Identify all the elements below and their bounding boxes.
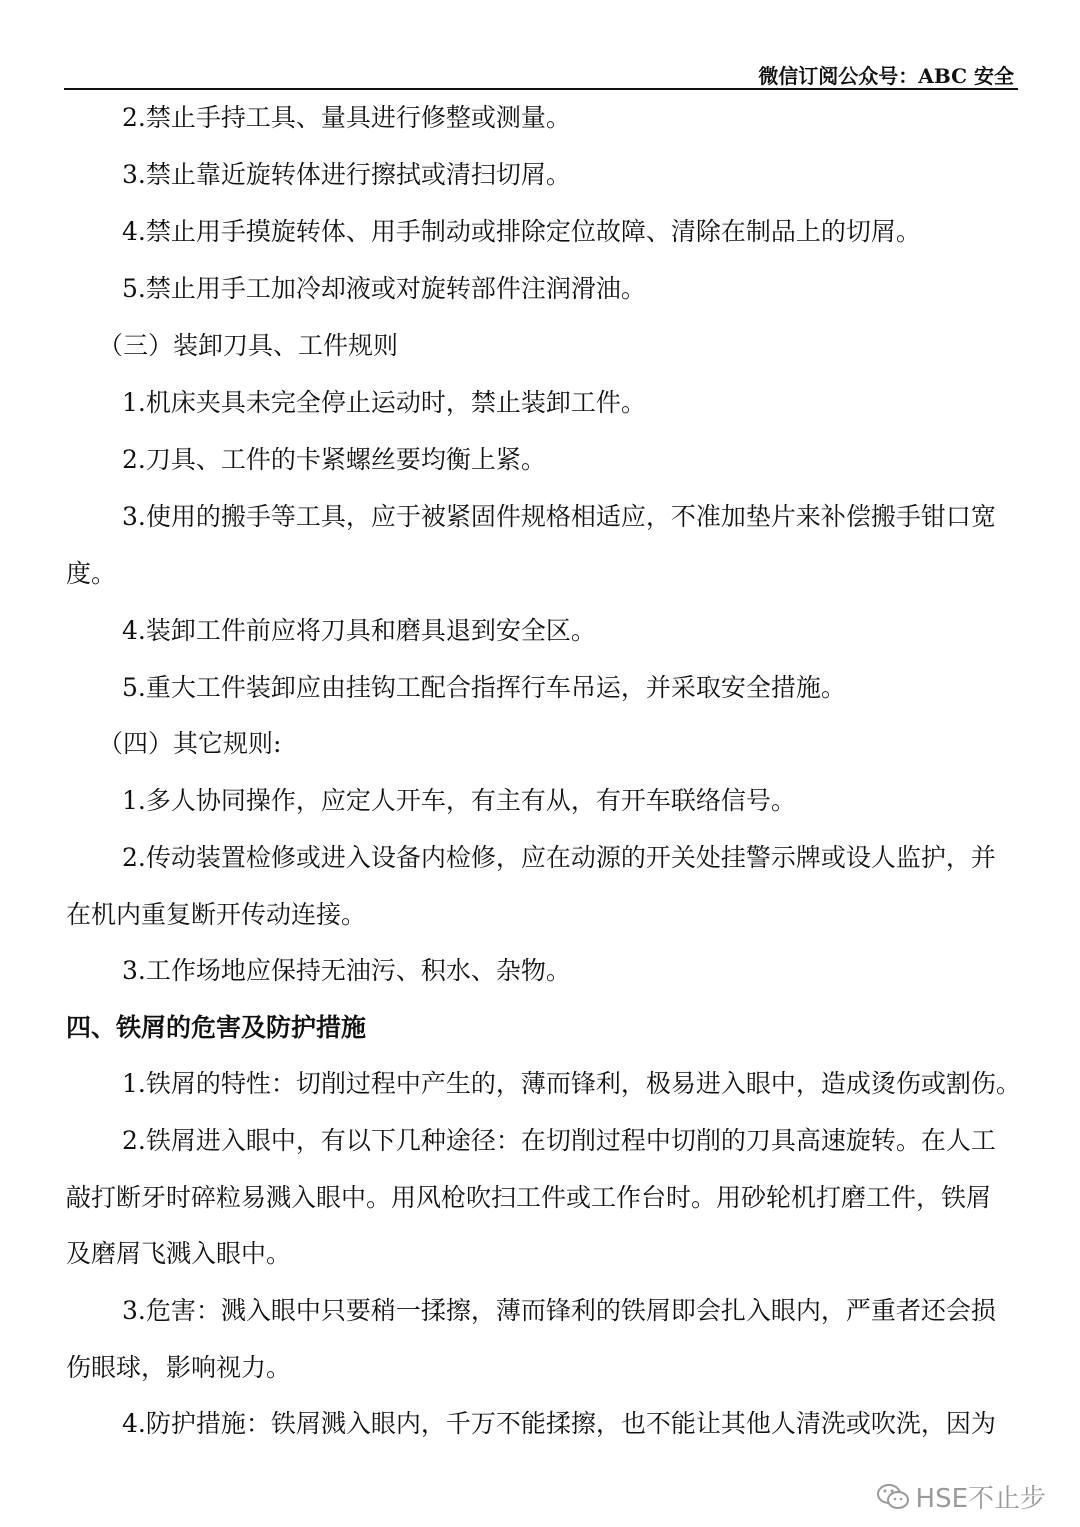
text-line: 1.机床夹具未完全停止运动时，禁止装卸工件。 [122,388,646,417]
text-line: 4.防护措施：铁屑溅入眼内，千万不能揉擦，也不能让其他人清洗或吹洗，因为 [122,1409,996,1438]
text-line: 2.刀具、工件的卡紧螺丝要均衡上紧。 [122,445,546,474]
text-line: 5.禁止用手工加冷却液或对旋转部件注润滑油。 [122,274,646,303]
section-subheading: （三）装卸刀具、工件规则 [98,331,399,360]
text-line: 4.禁止用手摸旋转体、用手制动或排除定位故障、清除在制品上的切屑。 [122,217,921,246]
text-line: 3.禁止靠近旋转体进行擦拭或清扫切屑。 [122,160,571,189]
text-line: 4.装卸工件前应将刀具和磨具退到安全区。 [122,616,596,645]
text-line: 敲打断牙时碎粒易溅入眼中。用风枪吹扫工件或工作台时。用砂轮机打磨工件，铁屑 [66,1183,992,1212]
text-line: 2.禁止手持工具、量具进行修整或测量。 [122,103,571,132]
header-account-label: 微信订阅公众号：ABC 安全 [758,64,1014,88]
section-heading: 四、铁屑的危害及防护措施 [66,1013,367,1042]
text-line: 3.使用的搬手等工具，应于被紧固件规格相适应，不准加垫片来补偿搬手钳口宽 [122,502,996,531]
wechat-icon [876,1482,910,1512]
watermark [876,1478,1046,1515]
text-line: 伤眼球，影响视力。 [66,1353,292,1382]
text-line: 及磨屑飞溅入眼中。 [66,1239,292,1268]
text-line: 2.铁屑进入眼中，有以下几种途径：在切削过程中切削的刀具高速旋转。在人工 [122,1126,996,1155]
text-line: 3.工作场地应保持无油污、积水、杂物。 [122,956,571,985]
text-line: 2.传动装置检修或进入设备内检修，应在动源的开关处挂警示牌或设人监护，并 [122,843,996,872]
header-divider [64,88,1018,90]
watermark-text: HSE不止步 [915,1484,1046,1514]
text-line: 在机内重复断开传动连接。 [66,900,367,929]
text-line: 度。 [66,559,117,588]
text-line: 3.危害：溅入眼中只要稍一揉擦，薄而锋利的铁屑即会扎入眼内，严重者还会损 [122,1296,996,1325]
text-line: 5.重大工件装卸应由挂钩工配合指挥行车吊运，并采取安全措施。 [122,673,846,702]
text-line: 1.铁屑的特性：切削过程中产生的，薄而锋利，极易进入眼中，造成烫伤或割伤。 [122,1069,1021,1098]
section-subheading: （四）其它规则: [98,729,282,758]
text-line: 1.多人协同操作，应定人开车，有主有从，有开车联络信号。 [122,786,796,815]
